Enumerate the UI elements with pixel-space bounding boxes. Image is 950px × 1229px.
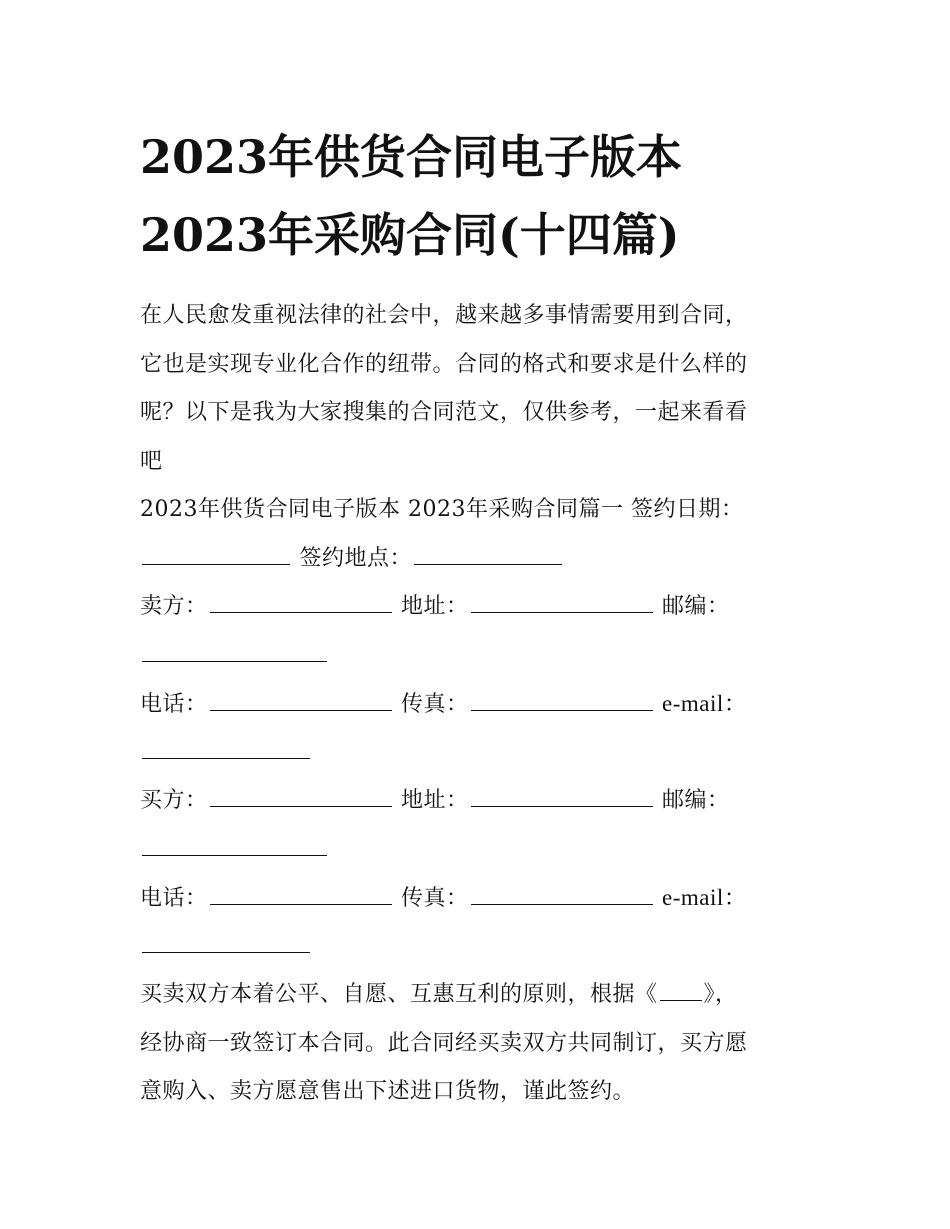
seller-fax-blank[interactable] (471, 688, 653, 711)
document-title (140, 118, 820, 274)
clause-line-1-end: 》， (703, 982, 738, 1007)
buyer-email-blank[interactable] (142, 930, 310, 953)
document-body (140, 292, 820, 1117)
title-line-2: 2023年采购合同(十四篇) (140, 208, 680, 262)
buyer-fax-label: 传真： (401, 886, 469, 911)
seller-address-label: 地址： (401, 594, 469, 619)
buyer-name-blank[interactable] (210, 784, 392, 807)
intro-line-3: 呢？以下是我为大家搜集的合同范文，仅供参考，一起来看看 (140, 400, 748, 425)
buyer-postcode-row (140, 826, 820, 875)
buyer-postcode-blank[interactable] (142, 833, 327, 856)
contract-heading: 2023年供货合同电子版本 2023年采购合同篇一 签约日期： (140, 497, 744, 522)
seller-phone-label: 电话： (140, 692, 208, 717)
sign-place-label: 签约地点： (299, 545, 413, 571)
seller-row (140, 583, 820, 632)
buyer-address-blank[interactable] (471, 784, 653, 807)
seller-address-blank[interactable] (471, 590, 653, 613)
seller-email-row (140, 729, 820, 778)
clause-line-3: 意购入、卖方愿意售出下述进口货物，谨此签约。 (140, 1079, 636, 1104)
buyer-email-row (140, 923, 820, 972)
sign-place-row (140, 535, 820, 584)
seller-email-label: e-mail： (662, 691, 748, 716)
seller-postcode-row (140, 632, 820, 681)
buyer-email-label: e-mail： (662, 885, 748, 910)
buyer-address-label: 地址： (401, 788, 469, 813)
title-line-1: 2023年供货合同电子版本 (140, 130, 683, 184)
seller-contact-row (140, 680, 820, 729)
seller-postcode-blank[interactable] (142, 639, 327, 662)
buyer-contact-row (140, 874, 820, 923)
seller-label: 卖方： (140, 594, 208, 619)
clause-line-1-text: 买卖双方本着公平、自愿、互惠互利的原则，根据《 (140, 982, 658, 1007)
sign-date-blank[interactable] (142, 542, 290, 565)
sign-place-blank[interactable] (414, 542, 562, 565)
document-page (140, 118, 820, 1117)
seller-phone-blank[interactable] (210, 688, 392, 711)
seller-name-blank[interactable] (210, 590, 392, 613)
law-name-blank[interactable] (660, 978, 702, 1001)
buyer-row (140, 777, 820, 826)
intro-line-2: 它也是实现专业化合作的纽带。合同的格式和要求是什么样的 (140, 351, 748, 377)
buyer-fax-blank[interactable] (471, 882, 653, 905)
clause-line-1 (140, 971, 820, 1020)
buyer-label: 买方： (140, 788, 208, 813)
seller-postcode-label: 邮编： (662, 594, 730, 619)
seller-email-blank[interactable] (142, 736, 310, 759)
seller-fax-label: 传真： (401, 692, 469, 717)
buyer-phone-blank[interactable] (210, 882, 392, 905)
clause-line-2: 经协商一致签订本合同。此合同经买卖双方共同制订，买方愿 (140, 1030, 748, 1056)
intro-line-1: 在人民愈发重视法律的社会中，越来越多事情需要用到合同， (140, 303, 748, 328)
intro-line-4: 吧 (140, 448, 163, 474)
buyer-postcode-label: 邮编： (662, 788, 730, 813)
buyer-phone-label: 电话： (140, 886, 208, 911)
